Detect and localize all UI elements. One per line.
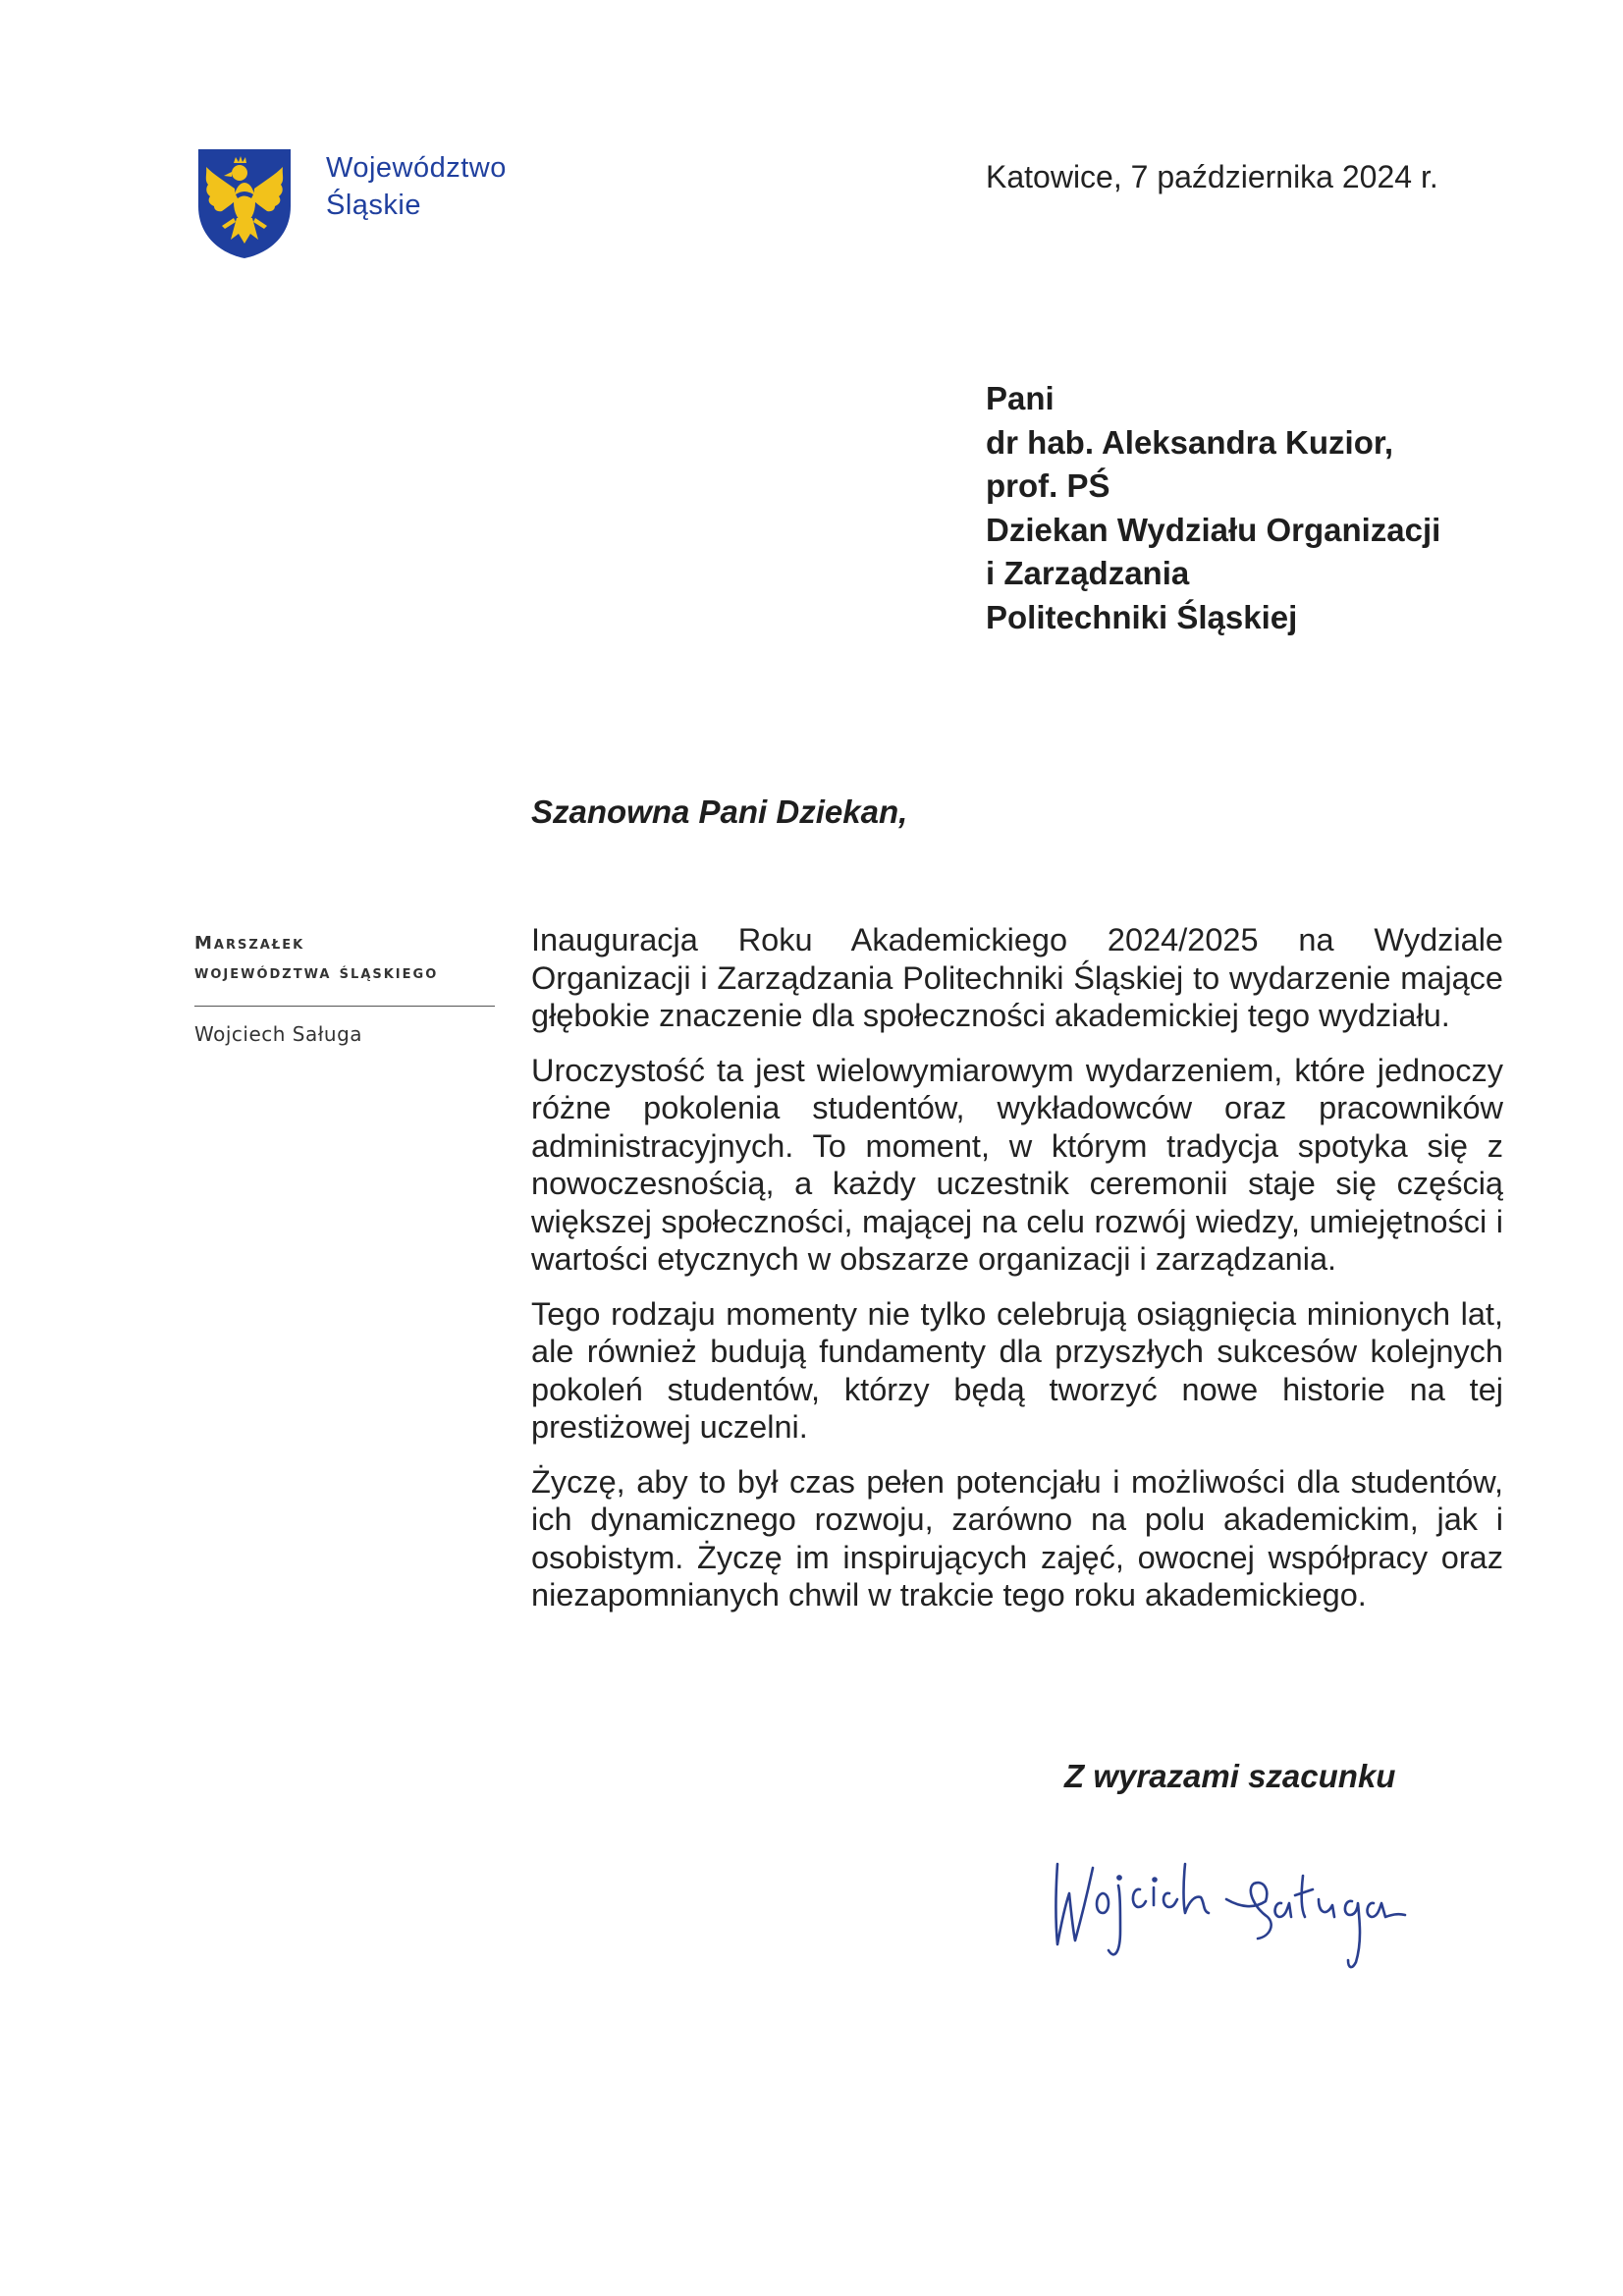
logo-line-2: Śląskie [326,190,421,221]
closing-phrase: Z wyrazami szacunku [1064,1758,1396,1794]
recipient-line: i Zarządzania [986,555,1190,591]
recipient-line: dr hab. Aleksandra Kuzior, [986,423,1394,461]
recipient-address [986,377,1440,639]
sender-title [194,929,497,988]
recipient-line: Pani [986,380,1055,416]
body-paragraph: Inauguracja Roku Akademickiego 2024/2025 na Wydziale Organizacji i Zarządzania Politechniki Śląskiej to wydarzenie mające głębokie znaczenie dla społeczności akademickiej tego wydziału. [531,922,1503,1033]
voivodeship-logo [194,145,592,261]
body-paragraph: Życzę, aby to był czas pełen potencjału i możliwości dla studentów, ich dynamicznego rozwoju, zarówno na polu akademickim, jak i osobistym. Życzę im inspirujących zajęć, owocnej współpracy oraz niezapomnianych chwil w trakcie tego roku akademickiego. [531,1463,1503,1613]
logo-wordmark [326,149,507,224]
logo-line-1: Województwo [326,152,507,184]
letter-date: Katowice, 7 października 2024 r. [986,159,1438,194]
body-paragraph: Tego rodzaju momenty nie tylko celebrują osiągnięcia minionych lat, ale również budują fundamenty dla przyszłych sukcesów kolejnych pokoleń studentów, którzy będą tworzyć nowe historie na tej prestiżowej uczelni. [531,1295,1503,1445]
sender-name: Wojciech Saługa [194,1022,363,1046]
handwritten-signature [1036,1825,1429,1982]
recipient-line: prof. PŚ [986,467,1110,504]
sender-title-line-1: Marszałek [194,933,305,954]
body-paragraph: Uroczystość ta jest wielowymiarowym wydarzeniem, które jednoczy różne pokolenia studentów, wykładowców oraz pracowników administracyjnych. To moment, w którym tradycja spotyka się z nowoczesnością, a każdy uczestnik ceremonii staje się częścią większej społeczności, mającej na celu rozwój wiedzy, umiejętności i wartości etycznych w obszarze organizacji i zarządzania. [531,1052,1503,1277]
sidebar-divider [194,1006,495,1007]
silesian-eagle-crest-icon [194,145,295,260]
recipient-line: Dziekan Wydziału Organizacji [986,511,1441,548]
sender-title-line-2: województwa śląskiego [194,962,439,983]
recipient-line: Politechniki Śląskiej [986,598,1298,635]
letter-body [531,921,1503,1631]
salutation: Szanowna Pani Dziekan, [531,793,908,830]
sender-sidebar [194,929,497,1046]
